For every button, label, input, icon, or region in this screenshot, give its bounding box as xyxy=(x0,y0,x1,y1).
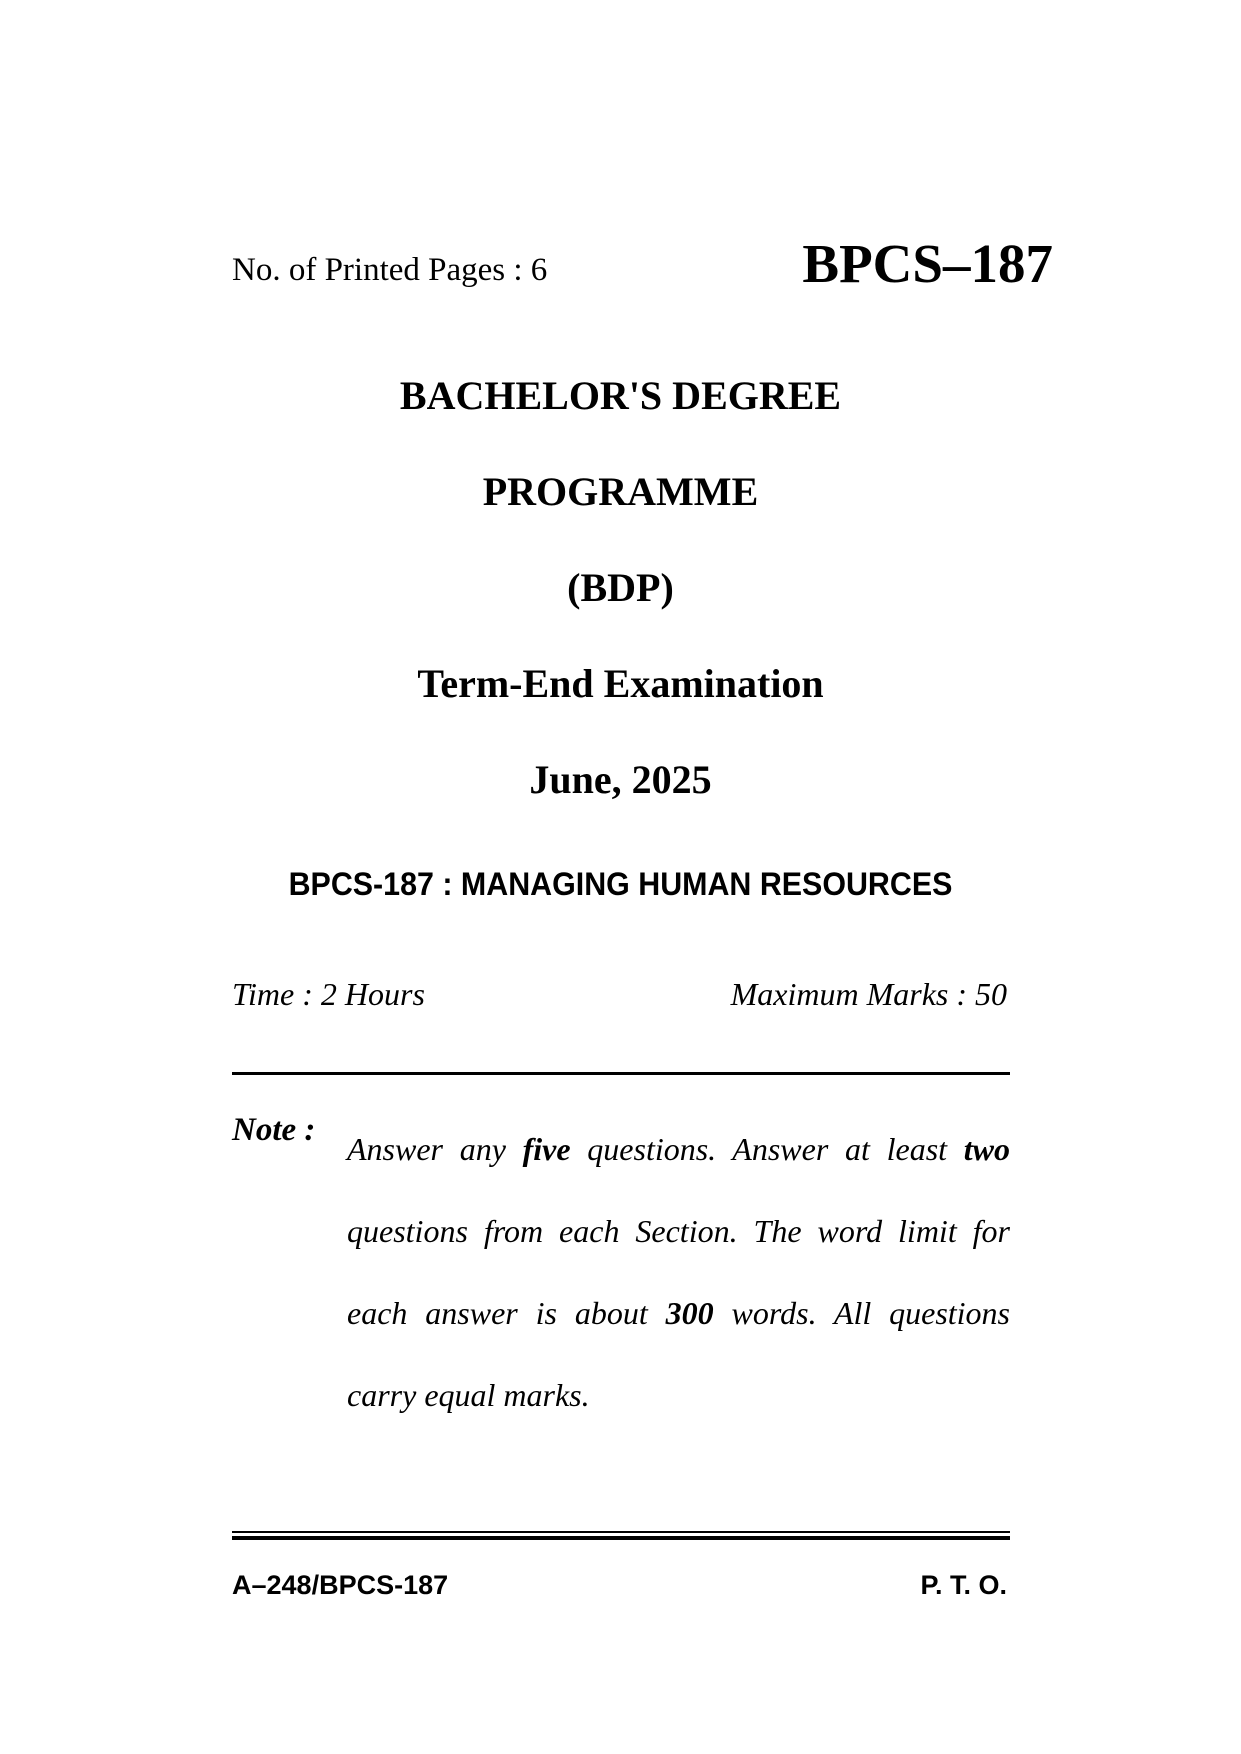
course-code: BPCS–187 xyxy=(802,233,1053,294)
title-line-2: PROGRAMME xyxy=(482,469,759,514)
printed-pages: No. of Printed Pages : 6 xyxy=(232,252,548,288)
footer-divider-thin xyxy=(232,1531,1010,1533)
exam-title: Term-End Examination xyxy=(417,661,824,706)
footer-divider-thick xyxy=(232,1536,1010,1540)
footer-code: A–248/BPCS-187 xyxy=(232,1570,449,1600)
title-line-3: (BDP) xyxy=(567,565,674,610)
maximum-marks: Maximum Marks : 50 xyxy=(730,976,1007,1012)
note-text xyxy=(347,1108,1010,1436)
divider xyxy=(232,1072,1010,1075)
exam-date: June, 2025 xyxy=(529,757,712,802)
title-line-1: BACHELOR'S DEGREE xyxy=(399,373,842,418)
note-text-part: Answer any xyxy=(347,1131,523,1167)
note-emphasis: five xyxy=(522,1131,571,1167)
note-emphasis: two xyxy=(963,1131,1011,1167)
time-allowed: Time : 2 Hours xyxy=(232,976,425,1012)
note-text-part: questions. Answer at least xyxy=(570,1131,964,1167)
note-emphasis: 300 xyxy=(665,1295,714,1331)
note-label: Note : xyxy=(232,1112,316,1148)
please-turn-over: P. T. O. xyxy=(920,1570,1007,1600)
note-text-part: questions from each Section. The word limit for each answer is about xyxy=(347,1213,1010,1331)
note-text-part: words. All questions carry equal marks. xyxy=(347,1295,1011,1413)
subject-title: BPCS-187 : MANAGING HUMAN RESOURCES xyxy=(288,866,953,902)
